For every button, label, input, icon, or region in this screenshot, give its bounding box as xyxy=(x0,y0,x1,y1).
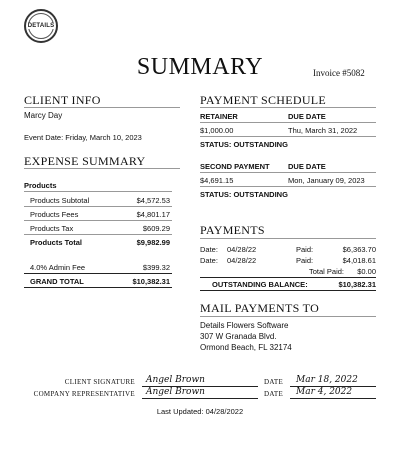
payment-date-label: Date: xyxy=(200,245,218,254)
payment-amount: $4,018.61 xyxy=(342,256,376,265)
company-logo xyxy=(24,9,58,43)
client-date-label: DATE xyxy=(264,378,284,386)
logo-text: DETAILS xyxy=(27,23,55,29)
company-rep-date-line xyxy=(290,398,376,399)
products-total-value: $9,982.99 xyxy=(136,238,170,247)
expense-row-label: Products Fees xyxy=(30,210,79,219)
company-rep-date-label: DATE xyxy=(264,390,284,398)
mail-payments-heading: MAIL PAYMENTS TO xyxy=(200,301,320,315)
payment-date: 04/28/22 xyxy=(227,245,257,254)
schedule-col-due-date: DUE DATE xyxy=(288,112,326,121)
schedule-row-divider xyxy=(200,186,376,187)
schedule-due-date: Mon, January 09, 2023 xyxy=(288,176,365,185)
schedule-row-divider xyxy=(200,136,376,137)
expense-row-value: $609.29 xyxy=(142,224,170,233)
grand-total-label: GRAND TOTAL xyxy=(30,277,84,286)
payments-divider xyxy=(200,238,376,239)
grand-total-bottom-divider xyxy=(24,287,172,288)
client-info-heading: CLIENT INFO xyxy=(24,93,101,107)
mail-street: 307 W Granada Blvd. xyxy=(200,332,277,341)
schedule-col-payment: RETAINER xyxy=(200,112,238,121)
payment-paid-label: Paid: xyxy=(296,245,314,254)
expense-summary-divider xyxy=(24,168,180,169)
admin-fee-label: 4.0% Admin Fee xyxy=(30,263,86,272)
products-group-label: Products xyxy=(24,181,57,190)
schedule-header-divider xyxy=(200,122,376,123)
row-divider xyxy=(24,234,172,235)
schedule-due-date: Thu, March 31, 2022 xyxy=(288,126,358,135)
payment-date-label: Date: xyxy=(200,256,218,265)
client-signed-date: Mar 18, 2022 xyxy=(296,375,358,385)
products-total-label: Products Total xyxy=(30,238,82,247)
expense-row-label: Products Subtotal xyxy=(30,196,90,205)
expense-row-value: $4,801.17 xyxy=(136,210,170,219)
outstanding-value: $10,382.31 xyxy=(338,280,376,289)
last-updated: Last Updated: 04/28/2022 xyxy=(156,407,244,416)
client-signature: Angel Brown xyxy=(146,375,205,385)
company-rep-signature: Angel Brown xyxy=(146,387,205,397)
payments-heading: PAYMENTS xyxy=(200,223,265,237)
expense-summary-heading: EXPENSE SUMMARY xyxy=(24,154,146,168)
outstanding-divider xyxy=(200,277,376,278)
event-date: Event Date: Friday, March 10, 2023 xyxy=(24,133,142,142)
schedule-col-payment: SECOND PAYMENT xyxy=(200,162,270,171)
invoice-number: Invoice #5082 xyxy=(313,68,365,78)
row-divider xyxy=(24,206,172,207)
row-divider xyxy=(24,220,172,221)
grand-total-value: $10,382.31 xyxy=(132,277,170,286)
grand-total-divider xyxy=(24,273,172,274)
payment-date: 04/28/22 xyxy=(227,256,257,265)
company-rep-label: COMPANY REPRESENTATIVE xyxy=(33,390,135,398)
client-signature-label: CLIENT SIGNATURE xyxy=(64,378,135,386)
payment-schedule-divider xyxy=(200,107,376,108)
total-paid-value: $0.00 xyxy=(357,267,376,276)
company-rep-signed-date: Mar 4, 2022 xyxy=(296,387,353,397)
total-paid-label: Total Paid: xyxy=(308,267,344,276)
mail-payments-divider xyxy=(200,316,376,317)
outstanding-label: OUTSTANDING BALANCE: xyxy=(212,280,308,289)
company-rep-signature-line xyxy=(142,398,258,399)
payment-amount: $6,363.70 xyxy=(342,245,376,254)
client-name: Marcy Day xyxy=(24,111,63,120)
client-info-divider xyxy=(24,107,180,108)
outstanding-bottom-divider xyxy=(200,290,376,291)
schedule-amount: $4,691.15 xyxy=(200,176,234,185)
schedule-status: STATUS: OUTSTANDING xyxy=(200,190,288,199)
schedule-amount: $1,000.00 xyxy=(200,126,234,135)
products-divider xyxy=(24,191,172,192)
mail-company-name: Details Flowers Software xyxy=(200,321,289,330)
schedule-header-divider xyxy=(200,172,376,173)
admin-fee-value: $399.32 xyxy=(142,263,170,272)
payment-paid-label: Paid: xyxy=(296,256,314,265)
mail-city: Ormond Beach, FL 32174 xyxy=(200,343,292,352)
expense-row-value: $4,572.53 xyxy=(136,196,170,205)
page-title: SUMMARY xyxy=(136,54,264,80)
expense-row-label: Products Tax xyxy=(30,224,74,233)
payment-schedule-heading: PAYMENT SCHEDULE xyxy=(200,93,327,107)
schedule-status: STATUS: OUTSTANDING xyxy=(200,140,288,149)
schedule-col-due-date: DUE DATE xyxy=(288,162,326,171)
logo-ring xyxy=(28,13,54,39)
